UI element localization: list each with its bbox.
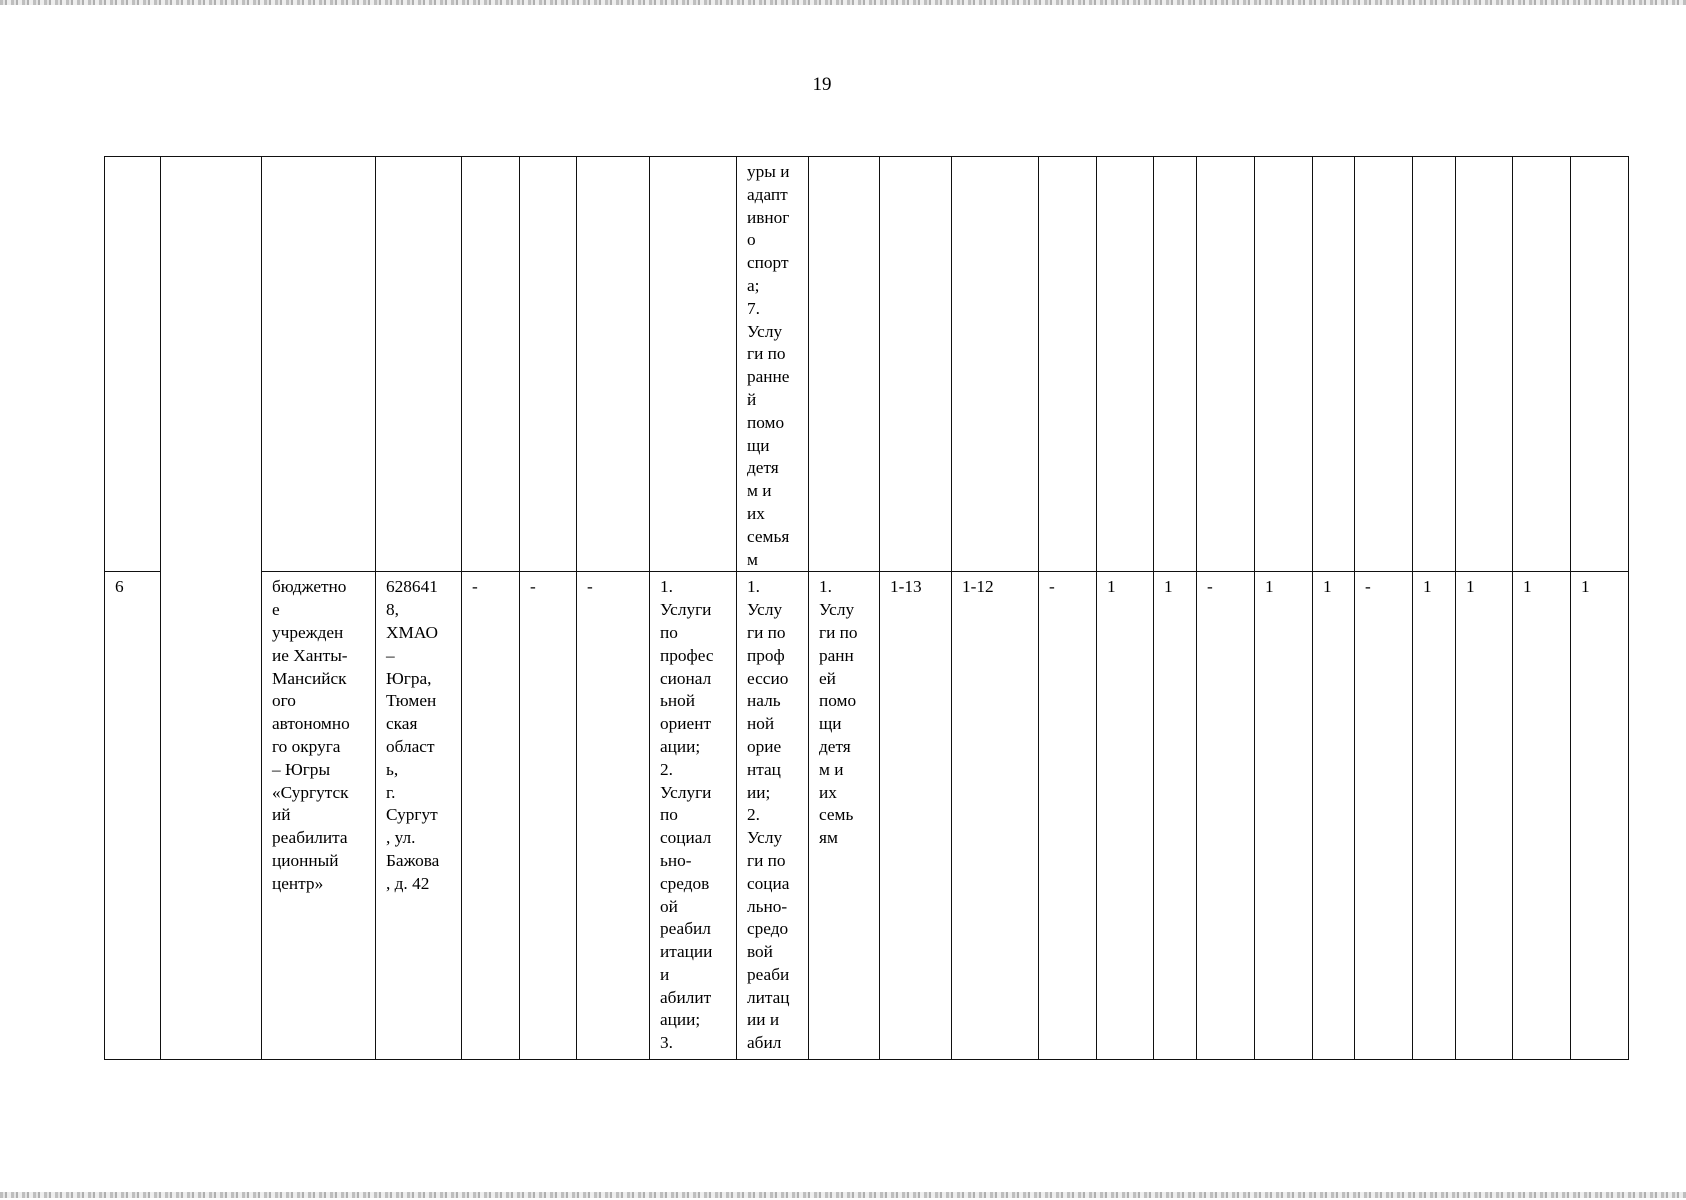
table-cell: 1 <box>1154 572 1197 1060</box>
scan-edge-bottom <box>0 1192 1686 1198</box>
table-cell <box>1097 157 1154 572</box>
table-cell <box>650 157 737 572</box>
table-cell: 1 <box>1097 572 1154 1060</box>
table-cell: 1-12 <box>952 572 1039 1060</box>
table-cell <box>1313 157 1355 572</box>
table-cell <box>577 157 650 572</box>
row-number-cell: 6 <box>105 572 161 1060</box>
table-cell <box>880 157 952 572</box>
institution-name-cell: бюджетно е учрежден ие Ханты- Мансийск ого автономно го округа – Югры «Сургутск ий реабилита ционный центр» <box>262 572 376 1060</box>
table-cell <box>262 157 376 572</box>
table-cell: - <box>1039 572 1097 1060</box>
table-cell <box>1355 157 1413 572</box>
services-list-cell: 1. Услу ги по ранн ей помо щи детя м и их семь ям <box>809 572 880 1060</box>
table-cell <box>462 157 520 572</box>
table-cell <box>520 157 577 572</box>
scan-edge-top <box>0 0 1686 5</box>
page-number: 19 <box>812 74 832 95</box>
table-cell <box>952 157 1039 572</box>
table-cell <box>1154 157 1197 572</box>
table-cell-services-continued: уры и адапт ивног о спорт а; 7. Услу ги по ранне й помо щи детя м и их семья м <box>737 157 809 572</box>
services-list-cell: 1. Услу ги по проф ессио наль ной орие нтац ии; 2. Услу ги по социа льно- средо вой реаби литац ии и абил <box>737 572 809 1060</box>
table-cell <box>376 157 462 572</box>
table-cell <box>1413 157 1456 572</box>
table-cell: 1 <box>1513 572 1571 1060</box>
table-cell: 1 <box>1313 572 1355 1060</box>
table-cell <box>1571 157 1629 572</box>
table-cell <box>1197 157 1255 572</box>
table-cell <box>1456 157 1513 572</box>
table-row <box>105 572 1629 1060</box>
table-cell: 1 <box>1456 572 1513 1060</box>
table-cell: - <box>1355 572 1413 1060</box>
services-list-cell: 1. Услуги по профес сионал ьной ориент ации; 2. Услуги по социал ьно- средов ой реабил итации и абилит ации; 3. <box>650 572 737 1060</box>
registry-table <box>104 156 1629 1060</box>
table-row <box>105 157 1629 572</box>
table-cell: - <box>577 572 650 1060</box>
table-cell <box>161 157 262 1060</box>
table-cell: - <box>462 572 520 1060</box>
table-cell: 1 <box>1255 572 1313 1060</box>
table-cell <box>1255 157 1313 572</box>
table-cell: - <box>520 572 577 1060</box>
table-cell <box>1513 157 1571 572</box>
table-cell: 1-13 <box>880 572 952 1060</box>
table-cell <box>809 157 880 572</box>
table-cell: - <box>1197 572 1255 1060</box>
table-cell: 1 <box>1571 572 1629 1060</box>
table-cell <box>105 157 161 572</box>
table-cell <box>1039 157 1097 572</box>
table-cell: 1 <box>1413 572 1456 1060</box>
address-cell: 628641 8, ХМАО – Югра, Тюмен ская област ь, г. Сургут , ул. Бажова , д. 42 <box>376 572 462 1060</box>
